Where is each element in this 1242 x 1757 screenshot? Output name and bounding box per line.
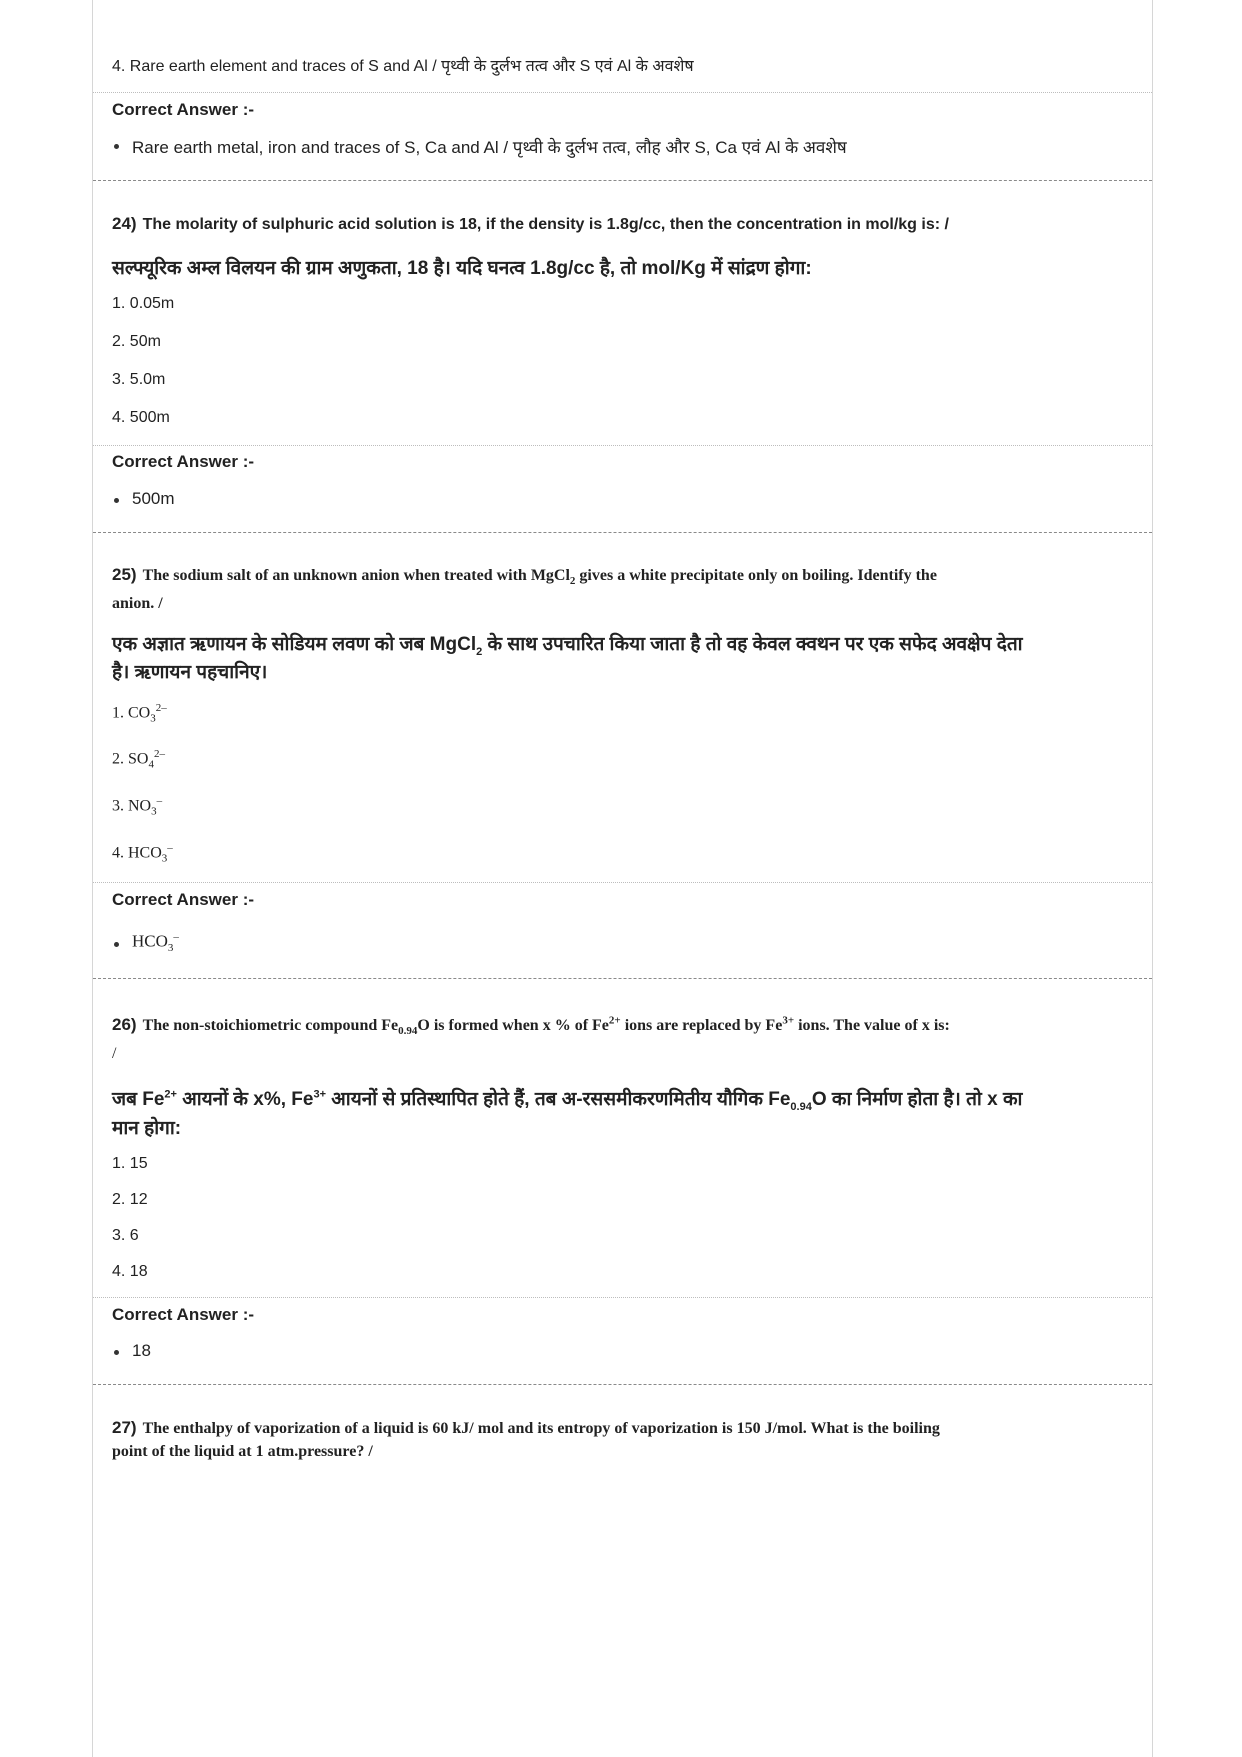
q25-question-english: 25) The sodium salt of an unknown anion when treated with MgCl$_2$ gives a white precipitate only on boiling. Identify the — [112, 565, 937, 588]
q26-option-1: 1. 15 — [112, 1155, 148, 1172]
q24-correct-answer: 500m — [132, 489, 175, 508]
q24-option-2: 2. 50m — [112, 333, 161, 350]
correct-answer-label: Correct Answer :- — [112, 452, 255, 471]
correct-answer-label: Correct Answer :- — [112, 100, 255, 119]
q25-text-b: gives a white precipitate only on boiling. Identify the — [575, 567, 937, 584]
q26-question-english: 26) The non-stoichiometric compound $Fe_{0.94}O$ is formed when x % of $Fe^{2+}$ ions are replaced by $Fe^{3+}$ ions. The value of x is: — [112, 1015, 950, 1038]
q26-question-hindi-line2: मान होगा: — [112, 1118, 182, 1139]
divider — [93, 445, 1152, 446]
q25-option-1: 1. $CO_3^{2-}$ — [112, 702, 167, 725]
bullet-icon — [114, 1350, 119, 1355]
q26-option-4: 4. 18 — [112, 1263, 148, 1280]
correct-answer-label: Correct Answer :- — [112, 890, 255, 909]
question-separator — [93, 532, 1152, 533]
divider — [93, 92, 1152, 93]
q25-question-hindi: एक अज्ञात ऋणायन के सोडियम लवण को जब MgCl$_2$ के साथ उपचारित किया जाता है तो वह केवल क्वथन पर एक सफेद अवक्षेप देता — [112, 634, 1023, 658]
q25-option-4: 4. $HCO_3^-$ — [112, 842, 173, 865]
q27-question-english-line2: point of the liquid at 1 atm.pressure? / — [112, 1443, 373, 1460]
q25-correct-answer: $HCO_3^-$ — [132, 931, 179, 955]
q26-option-3: 3. 6 — [112, 1227, 139, 1244]
q24-option-4: 4. 500m — [112, 409, 170, 426]
divider — [93, 1297, 1152, 1298]
q24-number: 24) — [112, 214, 137, 233]
q25-question-hindi-line2: है। ऋणायन पहचानिए। — [112, 662, 268, 683]
correct-answer-label: Correct Answer :- — [112, 1305, 255, 1324]
q27-question-english: 27) The enthalpy of vaporization of a liquid is 60 kJ/ mol and its entropy of vaporization is 150 J/mol. What is the boiling — [112, 1418, 940, 1437]
q23-correct-answer: Rare earth metal, iron and traces of S, Ca and Al / पृथ्वी के दुर्लभ तत्व, लौह और S, Ca एवं Al के अवशेष — [132, 138, 847, 157]
q25-option-2: 2. $SO_4^{2-}$ — [112, 748, 165, 771]
q25-option-3: 3. $NO_3^-$ — [112, 795, 163, 818]
bullet-icon — [114, 144, 119, 149]
q26-question-hindi: जब $Fe^{2+}$ आयनों के x%, $Fe^{3+}$ आयनों से प्रतिस्थापित होते हैं, तब अ-रससमीकरणमितीय यौगिक $Fe_{0.94}O$ का निर्माण होता है। तो x का — [112, 1088, 1023, 1113]
q26-number: 26) — [112, 1015, 137, 1035]
question-separator — [93, 978, 1152, 979]
divider — [93, 882, 1152, 883]
q24-question-hindi: सल्फ्यूरिक अम्ल विलयन की ग्राम अणुकता, 18 है। यदि घनत्व 1.8g/cc है, तो mol/Kg में सांद्रण होगा: — [112, 258, 812, 279]
question-separator — [93, 1384, 1152, 1385]
bullet-icon — [114, 498, 119, 503]
q27-number: 27) — [112, 1418, 137, 1437]
q25-number: 25) — [112, 565, 137, 584]
q24-option-1: 1. 0.05m — [112, 295, 175, 312]
q24-option-3: 3. 5.0m — [112, 371, 166, 388]
q25-question-english-line2: anion. / — [112, 595, 163, 612]
q25-text-a: The sodium salt of an unknown anion when treated with MgCl — [142, 567, 570, 584]
bullet-icon — [114, 942, 119, 947]
q26-correct-answer: 18 — [132, 1341, 151, 1360]
q24-text: The molarity of sulphuric acid solution is 18, if the density is 1.8g/cc, then the concentration in mol/kg is: / — [142, 216, 949, 233]
q26-question-english-line2: / — [112, 1045, 117, 1062]
question-separator — [93, 180, 1152, 181]
q26-option-2: 2. 12 — [112, 1191, 148, 1208]
q23-option-4: 4. Rare earth element and traces of S and Al / पृथ्वी के दुर्लभ तत्व और S एवं Al के अवशेष — [112, 58, 694, 75]
q24-question-english — [112, 214, 949, 234]
